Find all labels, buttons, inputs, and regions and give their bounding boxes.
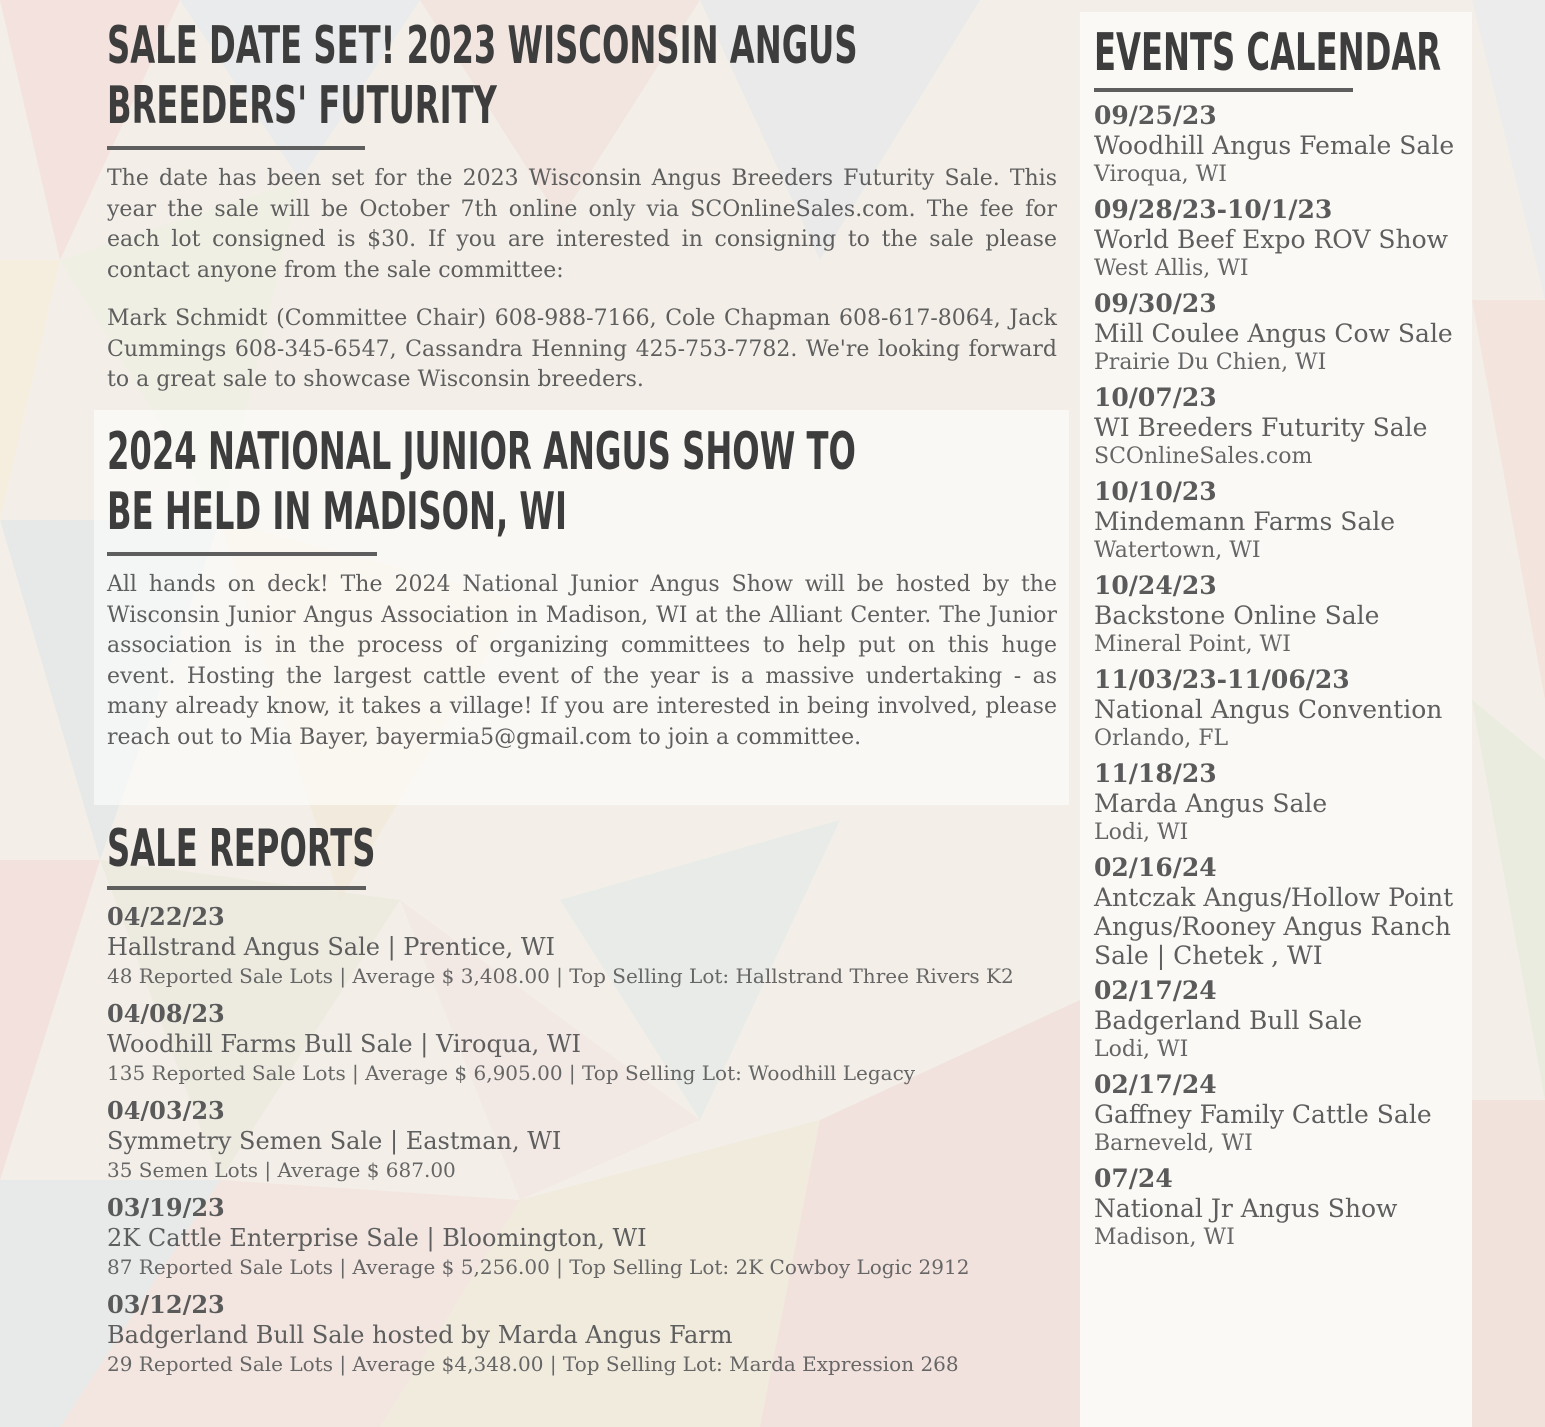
sale-report-title: Hallstrand Angus Sale | Prentice, WI [107,933,555,961]
event-date: 11/18/23 [1094,759,1217,788]
futurity-paragraph: The date has been set for the 2023 Wisconsin Angus Breeders Futurity Sale. This year the sale will be October 7th online only via SCOnlineSales.com. The fee for each lot consigned is $30. If you are interested in consigning to the sale please contact anyone from the sale committee: [107,166,1057,283]
committee-contacts-paragraph: Mark Schmidt (Committee Chair) 608-988-7166, Cole Chapman 608-617-8064, Jack Cummings 608-345-6547, Cassandra Henning 425-753-7782. We're looking forward to a great sale to showcase Wisconsin breeders. [107,306,1057,392]
futurity-heading [107,16,858,136]
event-location: Madison, WI [1094,1225,1235,1250]
event-date: 09/25/23 [1094,101,1217,130]
event-title: Marda Angus Sale [1094,789,1328,818]
futurity-heading-line2: BREEDERS' FUTURITY [107,76,497,136]
event-location: Orlando, FL [1094,726,1229,751]
event-location: Viroqua, WI [1094,162,1227,187]
event-item [1094,382,1464,471]
events-calendar [1094,22,1464,1257]
sale-report-title: 2K Cattle Enterprise Sale | Bloomington, WI [107,1224,647,1252]
sale-report-detail: 135 Reported Sale Lots | Average $ 6,905.00 | Top Selling Lot: Woodhill Legacy [107,1061,916,1085]
event-date: 07/24 [1094,1164,1173,1193]
njas-heading [107,422,856,542]
event-location: Lodi, WI [1094,1037,1189,1062]
event-date: 02/17/24 [1094,1070,1217,1099]
sale-reports-list [107,902,1057,1378]
event-date: 09/28/23-10/1/23 [1094,195,1333,224]
event-title: World Beef Expo ROV Show [1094,225,1449,254]
event-location: SCOnlineSales.com [1094,444,1313,469]
event-item [1094,852,1464,970]
sale-report-detail: 29 Reported Sale Lots | Average $4,348.00 | Top Selling Lot: Marda Expression 268 [107,1352,959,1376]
event-title: Woodhill Angus Female Sale [1094,131,1455,160]
sale-report-item [107,902,1057,990]
heading-divider [1094,88,1353,92]
event-item [1094,476,1464,565]
event-date: 10/24/23 [1094,571,1217,600]
event-title: National Jr Angus Show [1094,1194,1398,1223]
event-item [1094,1163,1464,1252]
sale-report-item [107,999,1057,1087]
njas-article [107,422,1057,753]
event-item [1094,1069,1464,1158]
event-location: Prairie Du Chien, WI [1094,350,1327,375]
event-location: Watertown, WI [1094,538,1261,563]
event-item [1094,194,1464,283]
event-title: Badgerland Bull Sale [1094,1006,1363,1035]
event-date: 09/30/23 [1094,289,1217,318]
njas-heading-line2: BE HELD IN MADISON, WI [107,482,567,542]
event-item [1094,288,1464,377]
event-date: 11/03/23-11/06/23 [1094,665,1350,694]
event-item [1094,664,1464,753]
events-list [1094,100,1464,1252]
event-title: Antczak Angus/Hollow Point Angus/Rooney Angus Ranch Sale | Chetek , WI [1094,883,1454,970]
event-title: Mill Coulee Angus Cow Sale [1094,319,1453,348]
sale-report-detail: 48 Reported Sale Lots | Average $ 3,408.00 | Top Selling Lot: Hallstrand Three Rivers K2 [107,964,1014,988]
event-location: West Allis, WI [1094,256,1249,281]
heading-divider [107,552,377,556]
heading-divider [107,146,365,150]
sale-report-title: Symmetry Semen Sale | Eastman, WI [107,1127,562,1155]
sale-report-date: 03/12/23 [107,1290,225,1319]
sale-report-date: 04/03/23 [107,1096,225,1125]
njas-heading-line1: 2024 NATIONAL JUNIOR ANGUS SHOW TO [107,422,856,482]
sale-report-title: Badgerland Bull Sale hosted by Marda Angus Farm [107,1321,733,1349]
event-date: 02/16/24 [1094,853,1217,882]
sale-report-detail: 35 Semen Lots | Average $ 687.00 [107,1158,456,1182]
sale-reports-heading: SALE REPORTS [107,819,376,879]
event-date: 10/10/23 [1094,477,1217,506]
event-title: National Angus Convention [1094,695,1443,724]
event-title: Mindemann Farms Sale [1094,507,1396,536]
event-item [1094,758,1464,847]
sale-report-item [107,1290,1057,1378]
futurity-heading-line1: SALE DATE SET! 2023 WISCONSIN ANGUS [107,16,858,76]
event-title: Backstone Online Sale [1094,601,1380,630]
event-item [1094,570,1464,659]
futurity-article [107,14,1057,396]
sale-report-item [107,1193,1057,1281]
event-date: 02/17/24 [1094,976,1217,1005]
sale-report-date: 04/08/23 [107,999,225,1028]
events-calendar-heading: EVENTS CALENDAR [1094,23,1442,83]
sale-report-title: Woodhill Farms Bull Sale | Viroqua, WI [107,1030,582,1058]
njas-paragraph: All hands on deck! The 2024 National Junior Angus Show will be hosted by the Wisconsin Junior Angus Association in Madison, WI at the Alliant Center. The Junior association is in the process of organizing committees to help put on this huge event. Hosting the largest cattle event of the year is a massive undertaking - as many already know, it takes a village! If you are interested in being involved, please reach out to Mia Bayer, bayermia5@gmail.com to join a committee. [107,572,1057,750]
sale-reports-section [107,818,1057,1387]
event-item [1094,100,1464,189]
event-location: Lodi, WI [1094,820,1189,845]
heading-divider [107,886,366,890]
event-title: Gaffney Family Cattle Sale [1094,1100,1432,1129]
event-item [1094,975,1464,1064]
event-location: Mineral Point, WI [1094,632,1291,657]
event-title: WI Breeders Futurity Sale [1094,413,1428,442]
sale-report-item [107,1096,1057,1184]
sale-report-date: 04/22/23 [107,902,225,931]
sale-report-date: 03/19/23 [107,1193,225,1222]
event-location: Barneveld, WI [1094,1131,1253,1156]
event-date: 10/07/23 [1094,383,1217,412]
sale-report-detail: 87 Reported Sale Lots | Average $ 5,256.00 | Top Selling Lot: 2K Cowboy Logic 2912 [107,1255,970,1279]
